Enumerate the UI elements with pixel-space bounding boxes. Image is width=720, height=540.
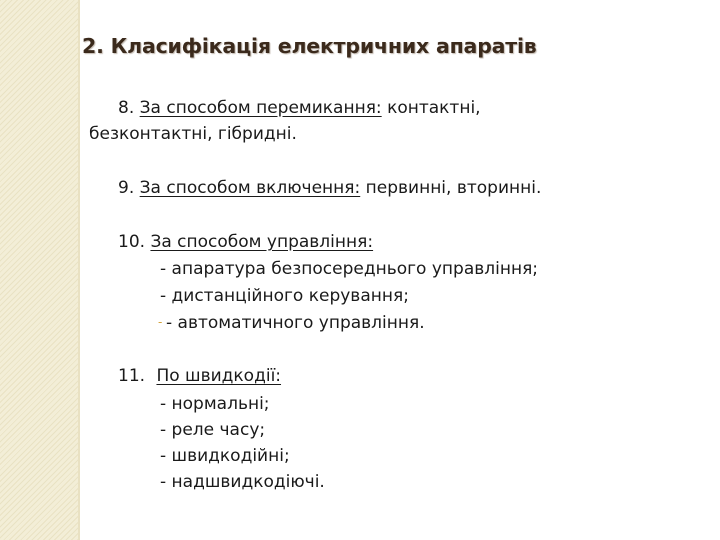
side-band-divider: [78, 0, 80, 540]
slide-title: 2. Класифікація електричних апаратів: [82, 34, 537, 58]
item-10-number: 10.: [118, 232, 146, 252]
item-9-line: [118, 178, 541, 198]
item-11-heading: По швидкодії:: [156, 366, 282, 386]
item-11-subitem: - нормальні;: [160, 394, 270, 414]
item-9-heading: За способом включення:: [139, 178, 361, 198]
bullet-marker: -: [158, 315, 163, 329]
item-8-line: [118, 98, 481, 118]
item-8-text: контактні,: [387, 98, 481, 118]
item-9-number: 9.: [118, 178, 135, 198]
decorative-side-band: [0, 0, 78, 540]
item-9-text: первинні, вторинні.: [365, 178, 542, 198]
item-10-subitem: - дистанційного керування;: [160, 286, 409, 306]
item-11-number: 11.: [118, 366, 146, 386]
item-10-subitem: - автоматичного управління.: [166, 313, 425, 333]
item-10-heading: За способом управління:: [150, 232, 374, 252]
item-11-subitem: - реле часу;: [160, 420, 266, 440]
item-8-heading: За способом перемикання:: [139, 98, 382, 118]
item-10-subitem: - апаратура безпосереднього управління;: [160, 259, 539, 279]
item-10-line: [118, 232, 373, 252]
item-11-line: [118, 366, 281, 386]
item-11-subitem: - надшвидкодіючі.: [160, 472, 325, 492]
item-8-continuation: безконтактні, гібридні.: [89, 124, 297, 144]
item-8-number: 8.: [118, 98, 135, 118]
item-11-subitem: - швидкодійні;: [160, 446, 290, 466]
